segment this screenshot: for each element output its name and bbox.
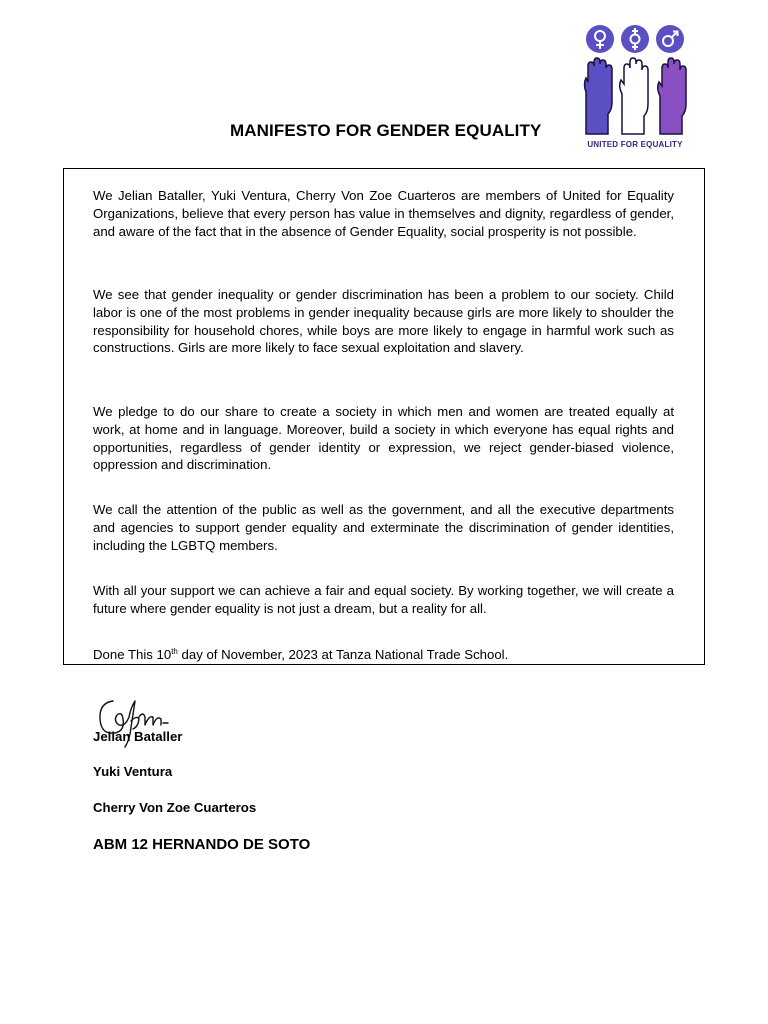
signatory-2: Yuki Ventura [93,764,173,779]
closing-text-start: Done This 10 [93,647,172,662]
logo-caption: UNITED FOR EQUALITY [587,140,683,149]
paragraph-2: We see that gender inequality or gender discrimination has been a problem to our society. Child labor is one of the most problems in gender inequality because girls are more likely to shoulder the responsibility for household chores, while boys are more likely to engage in harmful work such as constructions. Girls are more likely to face sexual exploitation and slavery. [93,287,674,356]
document-title: MANIFESTO FOR GENDER EQUALITY [230,121,542,140]
class-section: ABM 12 HERNANDO DE SOTO [93,836,311,853]
closing-line [93,646,674,664]
signatory-3: Cherry Von Zoe Cuarteros [93,800,257,815]
paragraph-5: With all your support we can achieve a fair and equal society. By working together, we will create a future where gender equality is not just a dream, but a reality for all. [93,583,674,616]
closing-superscript: th [171,647,178,656]
paragraph-3: We pledge to do our share to create a society in which men and women are treated equally at work, at home and in language. Moreover, build a society in which everyone has equal rights and opportunities, regardless of gender identity or expression, we reject gender-biased violence, oppression and discrimination. [93,404,674,473]
raised-hands-icon [574,22,696,138]
signatory-1: Jelian Bataller [93,729,183,744]
closing-text-end: day of November, 2023 at Tanza National Trade School. [177,647,509,662]
united-for-equality-logo [574,22,696,152]
paragraph-1: We Jelian Bataller, Yuki Ventura, Cherry Von Zoe Cuarteros are members of United for Equality Organizations, believe that every person has value in themselves and dignity, regardless of gender, and aware of the fact that in the absence of Gender Equality, social prosperity is not possible. [93,188,674,239]
paragraph-4: We call the attention of the public as well as the government, and all the executive departments and agencies to support gender equality and exterminate the discrimination of gender identities, including the LGBTQ members. [93,502,674,553]
